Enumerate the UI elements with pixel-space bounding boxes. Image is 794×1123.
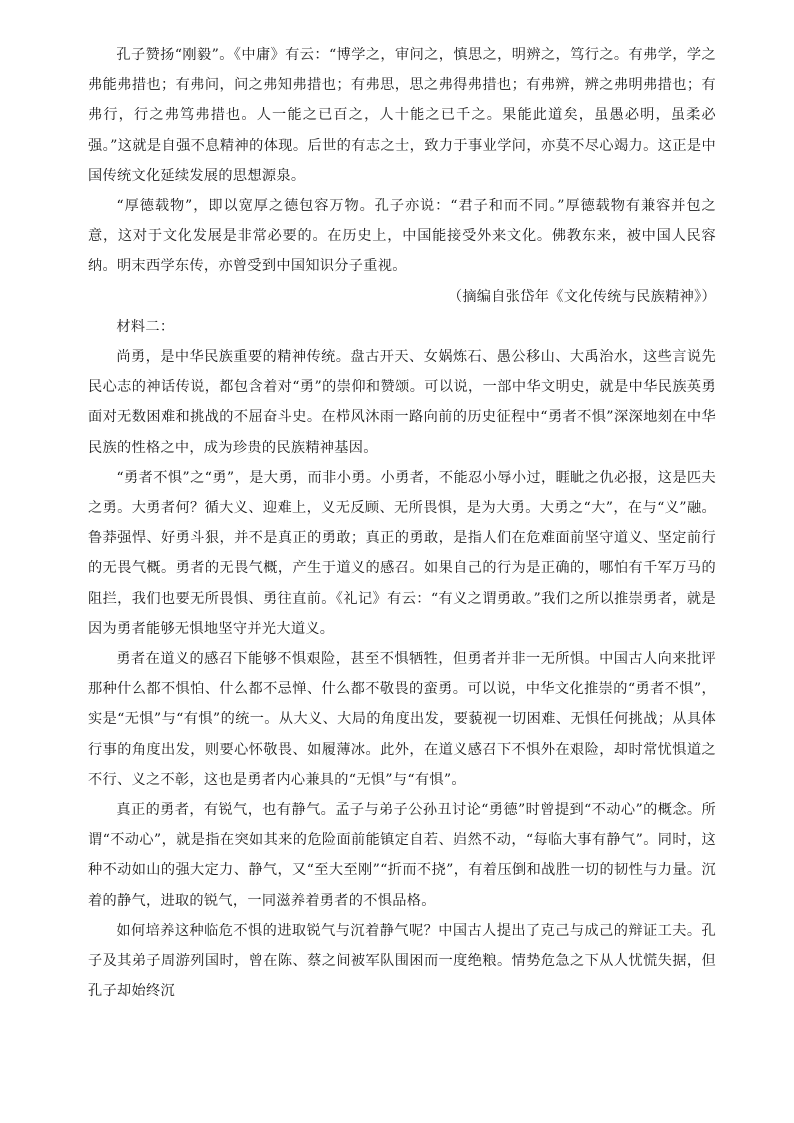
source-citation: （摘编自张岱年《文化传统与民族精神》） — [447, 288, 716, 305]
material-two-label: 材料二： — [116, 318, 175, 335]
paragraph-self-cultivation: 如何培养这种临危不惧的进取锐气与沉着静气呢？中国古人提出了克己与成己的辩证工夫。孔子及其弟子周游列国时，曾在陈、蔡之间被军队围困而一度绝粮。情势危急之下从人忧慌失据，但孔子却始终沉 — [88, 922, 716, 1000]
paragraph-virtue-inclusiveness: “厚德载物”，即以宽厚之德包容万物。孔子亦说：“君子和而不同。”厚德载物有兼容并包之意，这对于文化发展是非常必要的。在历史上，中国能接受外来文化。佛教东来，被中国人民容纳。明末西学东传，亦曾受到中国知识分子重视。 — [88, 198, 716, 275]
paragraph-courage-tradition: 尚勇，是中华民族重要的精神传统。盘古开天、女娲炼石、愚公移山、大禹治水，这些言说先民心志的神话传说，都包含着对“勇”的崇仰和赞颂。可以说，一部中华文明史，就是中华民族英勇面对无数困难和挑战的不屈奋斗史。在栉风沐雨一路向前的历史征程中“勇者不惧”深深地刻在中华民族的性格之中，成为珍贵的民族精神基因。 — [88, 349, 716, 456]
paragraph-fear-and-fearless: 勇者在道义的感召下能够不惧艰险，甚至不惧牺牲，但勇者并非一无所惧。中国古人向来批评那种什么都不惧怕、什么都不忌惮、什么都不敬畏的蛮勇。可以说，中华文化推崇的“勇者不惧”，实是“无惧”与“有惧”的统一。从大义、大局的角度出发，要藐视一切困难、无惧任何挑战；从具体行事的角度出发，则要心怀敬畏、如履薄冰。此外，在道义感召下不惧外在艰险，却时常忧惧道之不行、义之不彰，这也是勇者内心兼具的“无惧”与“有惧”。 — [88, 651, 716, 788]
paragraph-spirit-and-calm: 真正的勇者，有锐气，也有静气。孟子与弟子公孙丑讨论“勇德”时曾提到“不动心”的概念。所谓“不动心”，就是指在突如其来的危险面前能镇定自若、岿然不动，“每临大事有静气”。同时，这种不动如山的强大定力、静气，又“至大至刚”“折而不挠”，有着压倒和战胜一切的韧性与力量。沉着的静气，进取的锐气，一同滋养着勇者的不惧品格。 — [88, 802, 716, 909]
paragraph-confucius-perseverance: 孔子赞扬“刚毅”。《中庸》有云：“博学之，审问之，慎思之，明辨之，笃行之。有弗学，学之弗能弗措也；有弗问，问之弗知弗措也；有弗思，思之弗得弗措也；有弗辨，辨之弗明弗措也；有弗行，行之弗笃弗措也。人一能之已百之，人十能之已千之。果能此道矣，虽愚必明，虽柔必强。”这就是自强不息精神的体现。后世的有志之士，致力于事业学问，亦莫不尽心竭力。这正是中国传统文化延续发展的思想源泉。 — [88, 47, 716, 184]
paragraph-great-courage: “勇者不惧”之“勇”，是大勇，而非小勇。小勇者，不能忍小辱小过，睚眦之仇必报，这是匹夫之勇。大勇者何？循大义、迎难上，义无反顾、无所畏惧，是为大勇。大勇之“大”，在与“义”融。鲁莽强悍、好勇斗狠，并不是真正的勇敢；真正的勇敢，是指人们在危难面前坚守道义、坚定前行的无畏气概。勇者的无畏气概，产生于道义的感召。如果自己的行为是正确的，哪怕有千军万马的阻拦，我们也要无所畏惧、勇往直前。《礼记》有云：“有义之谓勇敢。”我们之所以推崇勇者，就是因为勇者能够无惧地坚守并光大道义。 — [88, 469, 716, 637]
